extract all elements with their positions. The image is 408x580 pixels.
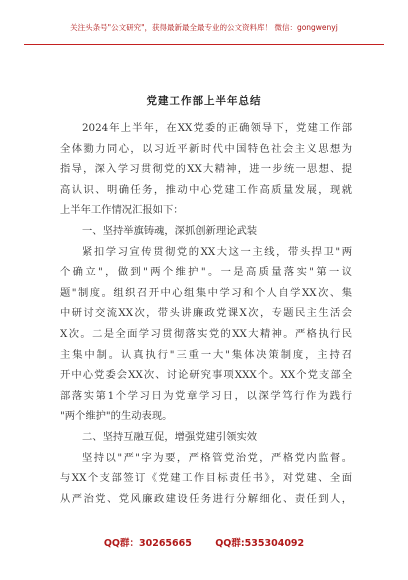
body-line: 上半年工作情况汇报如下： (60, 204, 184, 217)
body-line: 开中心党委会XX次、讨论研究事项XXX个。XX个党支部全 (60, 369, 352, 382)
footer (0, 535, 408, 549)
body-line: 中研讨交流XX次，带头讲廉政党课X次，专题民主生活会 (60, 307, 352, 320)
body-line: "两个维护"的生动表现。 (60, 410, 173, 423)
body-line: 主集中制。认真执行"三重一大"集体决策制度，主持召 (60, 348, 352, 361)
body-line: 紧扣学习宣传贯彻党的XX大这一主线，带头捍卫"两 (82, 245, 352, 258)
footer-qq-group-2: QQ群:535304092 (215, 538, 305, 549)
body-line: 坚持以"严"字为要，严格管党治党，严格党内监督。 (82, 451, 352, 464)
header-banner: 关注头条号"公文研究"，获得最新最全最专业的公文资料库！ 微信：gongwenyj (70, 23, 338, 32)
body-line: 个确立"，做到"两个维护"。一是高质量落实"第一议 (60, 266, 352, 279)
body-line: 从严治党、党风廉政建设任务进行分解细化、责任到人， (60, 492, 352, 505)
body-line: X次。二是全面学习贯彻落实党的XX大精神。严格执行民 (60, 327, 352, 340)
body-line: 全体勠力同心，以习近平新时代中国特色社会主义思想为 (60, 142, 352, 155)
body-line: 二、坚持互融互促，增强党建引领实效 (82, 430, 258, 443)
body-line: 高认识、明确任务，推动中心党建工作高质量发展，现就 (60, 183, 352, 196)
body-line: 题"制度。组织召开中心组集中学习和个人自学XX次、集 (60, 286, 352, 299)
document-body (60, 118, 352, 509)
body-line: 一、坚持举旗铸魂，深抓创新理论武装 (82, 224, 258, 237)
document-title: 党建工作部上半年总结 (146, 95, 262, 107)
body-line: 部落实第1个学习日为党章学习日，以深学笃行作为践行 (60, 389, 352, 402)
header-rule (24, 44, 384, 45)
footer-qq-group-1: QQ群：30265665 (103, 538, 192, 549)
body-line: 指导，深入学习贯彻党的XX大精神，进一步统一思想、提 (60, 163, 352, 176)
body-line: 2024年上半年，在XX党委的正确领导下，党建工作部 (82, 122, 352, 134)
body-line: 与XX个支部签订《党建工作目标责任书》，对党建、全面 (60, 472, 352, 485)
